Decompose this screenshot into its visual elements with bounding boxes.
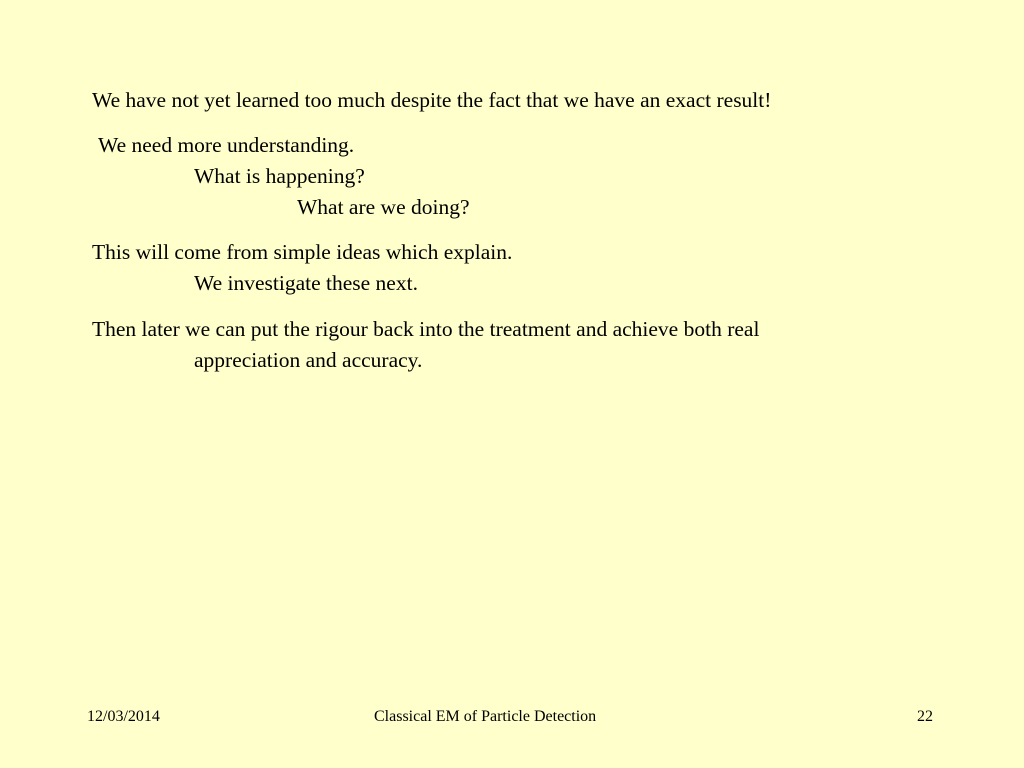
paragraph-2-line-2: What is happening? [194,164,365,188]
footer-title: Classical EM of Particle Detection [374,708,597,725]
footer-date: 12/03/2014 [87,708,160,725]
paragraph-4-line-2: appreciation and accuracy. [194,348,423,372]
paragraph-3-line-2: We investigate these next. [194,271,418,295]
paragraph-2-line-1: We need more understanding. [98,133,355,157]
paragraph-3-line-1: This will come from simple ideas which explain. [92,240,513,264]
footer-page-number: 22 [917,708,933,725]
paragraph-2-line-3: What are we doing? [297,195,470,219]
paragraph-4-line-1: Then later we can put the rigour back into the treatment and achieve both real [92,317,760,341]
paragraph-1-line-1: We have not yet learned too much despite the fact that we have an exact result! [92,88,772,112]
